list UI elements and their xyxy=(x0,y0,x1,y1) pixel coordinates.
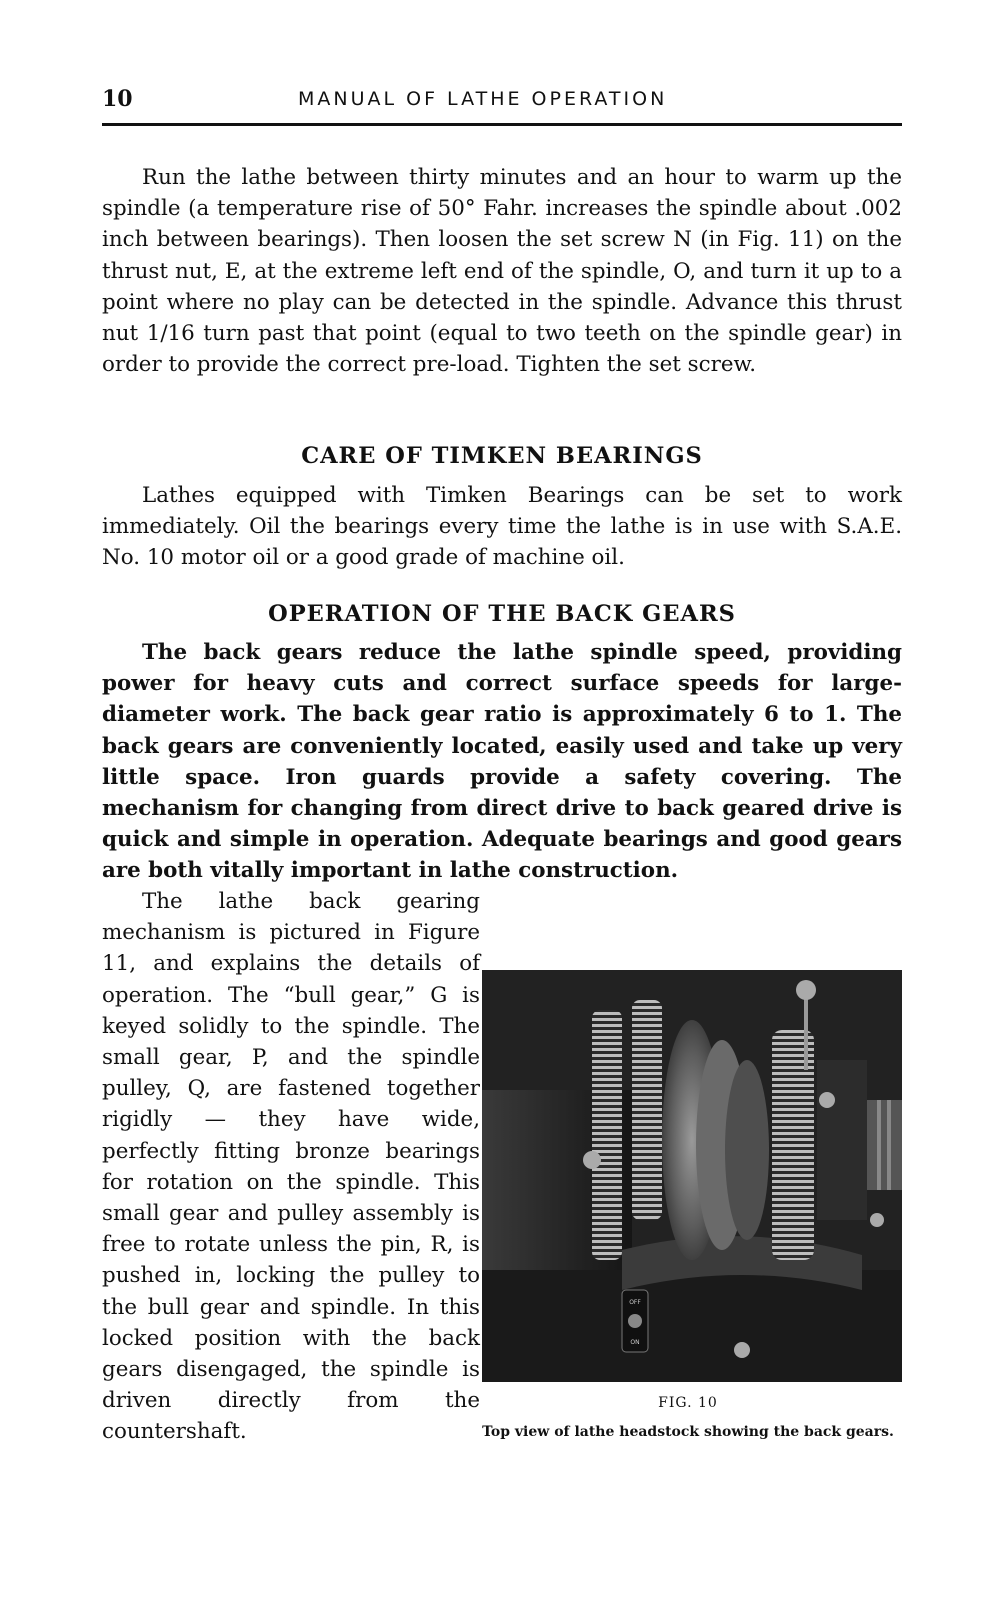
figure-caption: Top view of lathe headstock showing the back gears. xyxy=(482,1424,894,1440)
running-title: MANUAL OF LATHE OPERATION xyxy=(298,88,668,110)
mechanism-paragraph: The lathe back gearing mechanism is pictured in Figure 11, and explains the details of operation. The “bull gear,” G is keyed solidly to the spindle. The small gear, P, and the spindle pulley, Q, are fastened together rigidly — they have wide, perfectly fitting bronze bearings for rotation on the spindle. This small gear and pulley assembly is free to rotate unless the pin, R, is pushed in, locking the pulley to the bull gear and spindle. In this locked position with the back gears disengaged, the spindle is driven directly from the countershaft. xyxy=(102,889,480,1445)
timken-paragraph: Lathes equipped with Timken Bearings can be set to work immediately. Oil the bearings every time the lathe is in use with S.A.E. No. 10 motor oil or a good grade of machine oil. xyxy=(102,483,902,571)
back-gears-paragraph: The back gears reduce the lathe spindle speed, providing power for heavy cuts and correct surface speeds for large-diameter work. The back gear ratio is approximately 6 to 1. The back gears are conveniently located, easily used and take up very little space. Iron guards provide a safety covering. The mechanism for changing from direct drive to back geared drive is quick and simple in operation. Adequate bearings and good gears are both vitally important in lathe construction. xyxy=(102,640,902,884)
headstock-illustration xyxy=(482,970,902,1382)
back-gears-heading: OPERATION OF THE BACK GEARS xyxy=(268,601,736,627)
page-header xyxy=(102,84,902,124)
timken-heading: CARE OF TIMKEN BEARINGS xyxy=(301,443,703,469)
switch-on-label: ON xyxy=(630,1339,640,1346)
header-rule xyxy=(102,123,902,126)
headstock-photo xyxy=(482,970,902,1382)
intro-paragraph: Run the lathe between thirty minutes and an hour to warm up the spindle (a temperature rise of 50° Fahr. increases the spindle about .002 inch between bearings). Then loosen the set screw N (in Fig. 11) on the thrust nut, E, at the extreme left end of the spindle, O, and turn it up to a point where no play can be detected in the spindle. Advance this thrust nut 1/16 turn past that point (equal to two teeth on the spindle gear) in order to provide the correct pre-load. Tighten the set screw. xyxy=(102,165,902,378)
figure-label: FIG. 10 xyxy=(658,1395,718,1411)
switch-off-label: OFF xyxy=(629,1299,641,1306)
page-number: 10 xyxy=(102,86,133,112)
